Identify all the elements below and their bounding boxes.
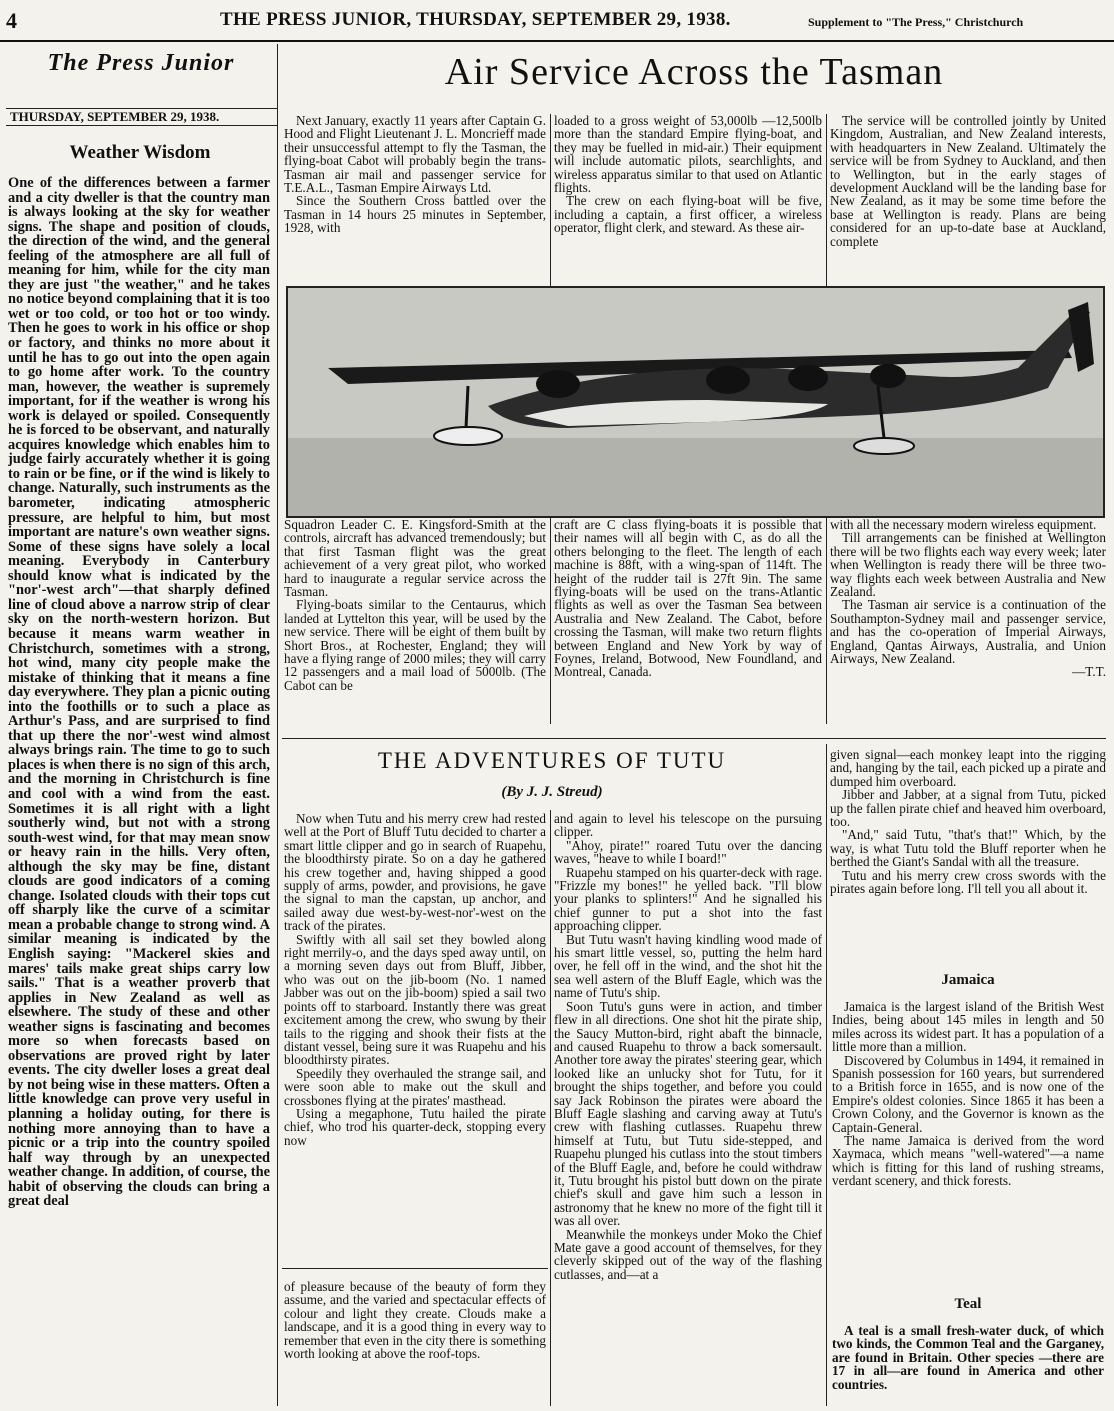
supplement-note: Supplement to "The Press," Christchurch <box>808 15 1024 29</box>
column-rule <box>277 44 278 1406</box>
paragraph: Since the Southern Cross battled over the Tasman in 14 hours 25 minutes in September, 1928, with <box>284 193 546 236</box>
paragraph: A teal is a small fresh-water duck, of which two kinds, the Common Teal and the Garganey, are found in Britain. Other species —there are 17 in all—are found in America and other countries. <box>832 1324 1104 1392</box>
paragraph: The Tasman air service is a continuation of the Southampton-Sydney mail and passenger service, and has the co-operation of Imperial Airways, England, Qantas Airways, Australia, and Union Airways, New Zealand. <box>830 597 1106 667</box>
paragraph: of pleasure because of the beauty of form they assume, and the varied and spectacular effects of colour and light they create. Clouds make a landscape, and it is a good thing in every way to remember that even in the city there is something worth looking at above the roof-tops. <box>284 1280 546 1362</box>
tasman-col-1b <box>284 518 546 724</box>
tutu-heading: THE ADVENTURES OF TUTU <box>377 748 727 773</box>
tasman-col-3 <box>830 114 1106 282</box>
column-rule <box>550 114 551 286</box>
paragraph: Now when Tutu and his merry crew had rested well at the Port of Bluff Tutu decided to charter a smart little clipper and go in search of Ruapehu, the bloodthirsty pirate. So on a day he gathered his crew together and, having shipped a good supply of arms, powder, and provisions, he gave the signal to man the capstan, up anchor, and sailed away due west-by-west-nor'-west on the track of the pirates. <box>284 812 546 934</box>
masthead-date: THURSDAY, SEPTEMBER 29, 1938. <box>6 108 278 126</box>
paragraph: Squadron Leader C. E. Kingsford-Smith at the controls, aircraft has advanced tremendously; but that first Tasman flight was the great achievement of a very great pilot, who worked hard to inaugurate a regular service across the Tasman. <box>284 518 546 600</box>
jamaica-article <box>832 1000 1104 1286</box>
tasman-col-3b <box>830 518 1106 724</box>
paragraph: Meanwhile the monkeys under Moko the Chief Mate gave a good account of themselves, for they cleverly skipped out of the way of the flashing cutlasses, and—at a <box>554 1226 822 1282</box>
paragraph: Tutu and his merry crew cross swords with the pirates again before long. I'll tell you all about it. <box>830 867 1106 897</box>
page-number: 4 <box>6 8 17 33</box>
tasman-col-1 <box>284 114 546 282</box>
weather-article <box>8 176 270 1406</box>
weather-continuation <box>284 1280 546 1406</box>
signature: —T.T. <box>1072 664 1106 680</box>
paragraph: "Ahoy, pirate!" roared Tutu over the dancing waves, "heave to while I board!" <box>554 837 822 867</box>
paragraph: loaded to a gross weight of 53,000lb —12,500lb more than the standard Empire flying-boat, and they may be fuelled in mid-air.) Their equipment will include automatic pilots, searchlights, and wireless apparatus similar to that used on Atlantic flights. <box>554 114 822 196</box>
teal-article <box>832 1324 1104 1406</box>
paragraph: Jamaica is the largest island of the British West Indies, being about 145 miles in length and 50 miles across its widest part. It has a population of a little more than a million. <box>832 1000 1104 1055</box>
column-rule <box>826 518 827 724</box>
tutu-col-2 <box>554 812 822 1406</box>
teal-heading: Teal <box>954 1296 982 1312</box>
newspaper-headline: THE PRESS JUNIOR, THURSDAY, SEPTEMBER 29, 1938. <box>220 9 731 30</box>
flying-boat-photo <box>286 286 1105 518</box>
tutu-col-3 <box>830 748 1106 962</box>
column-rule <box>826 744 827 1406</box>
weather-text: One of the differences between a farmer and a city dweller is that the country man is always looking at the sky for weather signs. The shape and position of clouds, the direction of the wind, and the general feeling of the atmosphere are all full of meaning for him, while for the city man they are just "the weather," and he takes no notice beyond complaining that it is too wet or too cold, or too hot or too windy. Then he goes to work in his office or shop or factory, and thinks no more about it until he has to go out into the open again to go home after work. To the country man, however, the weather is supremely important, for if the weather is wrong his work is delayed or spoiled. Consequently he is forced to be observant, and naturally acquires knowledge which enables him to judge fairly accurately whether it is going to rain or be fine, or if the wind is likely to change. Naturally, such instruments as the barometer, indicating atmospheric pressure, are helpful to him, but most important are nature's own weather signs. Some of these signs have solely a local meaning. Everybody in Canterbury should know what is indicated by the "nor'-west arch"—that sharply defined line of cloud above a narrow strip of clear sky on the north-western horizon. But because it means warm weather in Christchurch, sometimes with a strong, hot wind, many city people make the mistake of thinking that it means a fine day everywhere. They plan a picnic outing into the foothills or to such a place as Arthur's Pass, and are surprised to find that up there the nor'-west wind almost always brings rain. The time to go to such places is when there is no sign of this arch, and the morning in Christchurch is fine and cool with a wind from the east. Sometimes it is all right with a light southerly wind, but not with a strong south-west wind, for that may mean snow or heavy rain in the hills. Very often, although the sky may be fine, distant clouds are good indicators of a coming change. Isolated clouds with their tops cut off sharply like the curve of a scimitar mean a probable change to strong wind. A similar meaning is indicated by the English saying: "Mackerel skies and mares' tails make great ships carry low sails." That is a weather proverb that applies in New Zealand as well as elsewhere. The study of these and other weather signs is fascinating and becomes more so when forecasts based on observations are proved right by later events. The city dweller loses a great deal by not being wise in these matters. Often a little knowledge can prove very useful in planning a holiday outing, for there is nothing more annoying than to have a picnic or a trip into the country spoiled half way through by an unexpected weather change. In addition, of course, the habit of observing the clouds can bring a great deal <box>8 176 270 1210</box>
flying-boat-image <box>288 288 1103 516</box>
paragraph: Till arrangements can be finished at Wellington there will be two flights each way every week; later when Wellington is ready there will be three two-way flights each week between Australia and New Zealand. <box>830 530 1106 600</box>
section-rule <box>282 738 1106 739</box>
paragraph: and again to level his telescope on the pursuing clipper. <box>554 812 822 840</box>
paragraph: Using a megaphone, Tutu hailed the pirate chief, who trod his quarter-deck, stopping every now <box>284 1105 546 1148</box>
jamaica-heading: Jamaica <box>941 972 995 988</box>
tasman-heading: Air Service Across the Tasman <box>444 51 944 93</box>
paragraph: with all the necessary modern wireless equipment. <box>830 518 1097 532</box>
paragraph: Next January, exactly 11 years after Captain G. Hood and Flight Lieutenant J. L. Moncrieff made their unsuccessful attempt to fly the Tasman, the flying-boat Cabot will probably begin the trans-Tasman air mail and passenger service for T.E.A.L., Tasman Empire Airways Ltd. <box>284 114 546 196</box>
paragraph: Soon Tutu's guns were in action, and timber flew in all directions. One shot hit the pirate ship, the Saucy Mutton-bird, right abaft the binnacle, and caused Ruapehu to throw a back somersault. Another tore away the pirates' steering gear, which looked like an unlucky shot for Tutu, for it brought the ships together, and before you could say Jack Robinson the pirates were aboard the Bluff Eagle slashing and carving away at Tutu's crew with flashing cutlasses. Ruapehu threw himself at Tutu, but Tutu side-stepped, and Ruapehu plunged his cutlass into the stout timbers of the Bluff Eagle, and, before he could withdraw it, Tutu brought his pistol butt down on the pirate chief's skull and gave him such a lesson in astronomy that he knew no more of the fight till it was all over. <box>554 998 822 1229</box>
weather-heading: Weather Wisdom <box>69 142 211 163</box>
column-rule <box>550 518 551 724</box>
tasman-col-2 <box>554 114 822 282</box>
paragraph: The name Jamaica is derived from the word Xaymaca, which means "well-watered"—a name which is fitting for this land of rushing streams, verdant scenery, and thick forests. <box>832 1133 1104 1189</box>
paragraph: Discovered by Columbus in 1494, it remained in Spanish possession for 160 years, but surrendered to a British force in 1655, and is now one of the Empire's oldest colonies. Since 1865 it has been a Crown Colony, and the Governor is known as the Captain-General. <box>832 1052 1104 1135</box>
paragraph: But Tutu wasn't having kindling wood made of his smart little vessel, so, putting the helm hard over, he fell off in the wind, and the shot hit the sea well astern of the Bluff Eagle, which was the name of Tutu's ship. <box>554 931 822 1001</box>
masthead-title: The Press Junior <box>47 50 235 76</box>
tutu-col-1 <box>284 812 546 1264</box>
paragraph: Speedily they overhauled the strange sail, and were soon able to make out the skull and crossbones flying at the pirates' masthead. <box>284 1065 546 1108</box>
paragraph: The service will be controlled jointly by United Kingdom, Australian, and New Zealand interests, with headquarters in New Zealand. Ultimately the service will be from Sydney to Auckland, and then to Wellington, but in the early stages of development Auckland will be the landing base for New Zealand, as it may be some time before the base at Wellington is ready. Plans are being considered for an up-to-date base at Auckland, complete <box>830 114 1106 249</box>
paragraph: Ruapehu stamped on his quarter-deck with rage. "Frizzle my bones!" he yelled back. "I'll blow your planks to splinters!" And he signalled his chief gunner to put a shot into the fast approaching clipper. <box>554 864 822 934</box>
paragraph: Flying-boats similar to the Centaurus, which landed at Lyttelton this year, will be used by the new service. There will be eight of them built by Short Bros., at Rochester, England; they will have a flying range of 2000 miles; they will carry 12 passengers and a mail load of 5000lb. (The Cabot can be <box>284 597 546 693</box>
tasman-col-2b <box>554 518 822 724</box>
tutu-byline: (By J. J. Streud) <box>501 784 603 800</box>
column-rule <box>550 810 551 1406</box>
section-rule <box>282 1268 548 1269</box>
paragraph: The crew on each flying-boat will be five, including a captain, a first officer, a wireless operator, flight clerk, and steward. As these air- <box>554 193 822 236</box>
paragraph: given signal—each monkey leapt into the rigging and, hanging by the tail, each picked up a pirate and dumped him overboard. <box>830 748 1106 789</box>
paragraph: Jibber and Jabber, at a signal from Tutu, picked up the fallen pirate chief and heaved him overboard, too. <box>830 787 1106 830</box>
paragraph: Swiftly with all sail set they bowled along right merrily-o, and the days sped away until, on a morning seven days out from Bluff, Jibber, who was out on the jib-boom (No. 1 named Jabber was out on the jib-boom) spied a sail two points off to starboard. Instantly there was great excitement among the crew, who swung by their tails to the rigging and shook their fists at the distant vessel, being sure it was Ruapehu and his bloodthirsty pirates. <box>284 931 546 1068</box>
column-rule <box>826 114 827 286</box>
paragraph: craft are C class flying-boats it is possible that their names will all begin with C, as do all the others belonging to the fleet. The length of each machine is 88ft, with a wing-span of 114ft. The height of the rudder tail is 27ft 9in. The same flying-boats will be used on the trans-Atlantic flights as well as over the Tasman Sea between Australia and New Zealand. The Cabot, before crossing the Tasman, will make two return flights between England and New York by way of Foynes, Ireland, Botwood, New Foundland, and Montreal, Canada. <box>554 518 822 680</box>
paragraph: "And," said Tutu, "that's that!" Which, by the way, is what Tutu told the Bluff reporter when he berthed the Giant's Sandal with all the treasure. <box>830 827 1106 870</box>
